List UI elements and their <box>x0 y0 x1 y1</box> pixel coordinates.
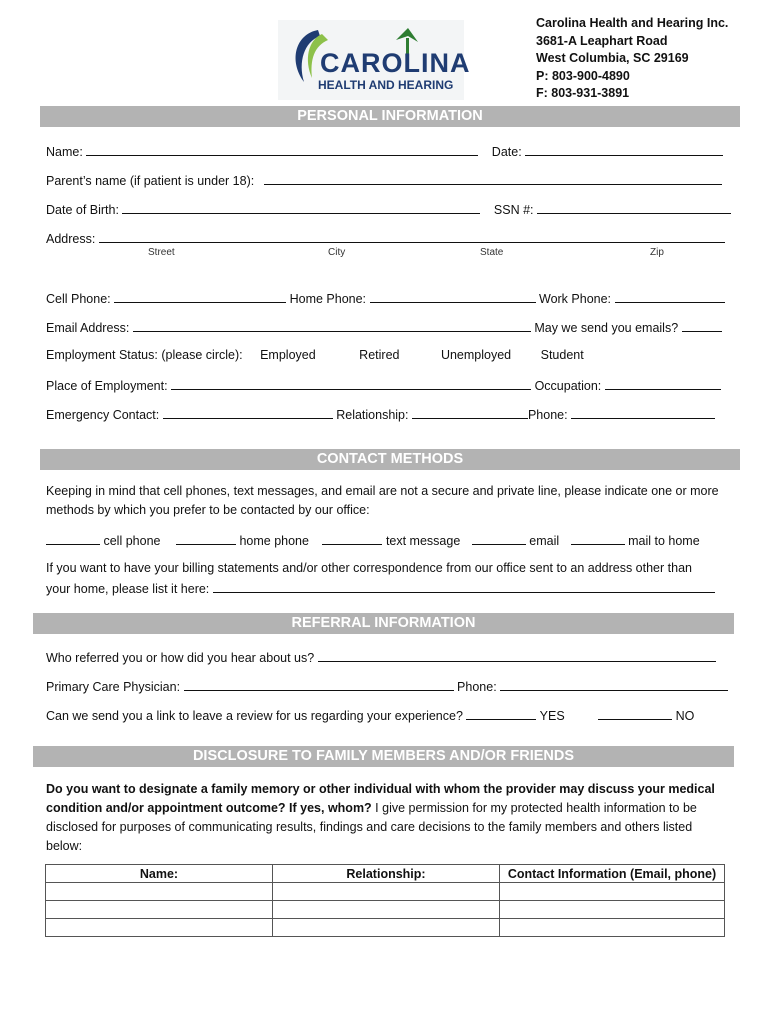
header-contact-info: Contact Information (Email, phone) <box>500 865 725 883</box>
email-check[interactable] <box>472 532 526 545</box>
place-employment-field[interactable] <box>171 377 531 390</box>
pcp-phone-field[interactable] <box>500 678 728 691</box>
disclosure-paragraph <box>46 780 726 856</box>
header-relationship: Relationship: <box>273 865 500 883</box>
label-pcp: Primary Care Physician: <box>46 680 181 694</box>
label-pcp-phone: Phone: <box>457 680 497 694</box>
label-emergency-phone: Phone: <box>527 408 568 422</box>
label-referred: Who referred you or how did you hear about us? <box>46 651 315 665</box>
label-method-text: text message <box>385 534 461 548</box>
relationship-field[interactable] <box>412 406 528 419</box>
row-referred <box>46 649 724 667</box>
header-name: Name: <box>46 865 273 883</box>
home-phone-field[interactable] <box>370 290 536 303</box>
label-city: City <box>328 247 346 258</box>
may-email-field[interactable] <box>682 319 722 332</box>
logo-text-sub: HEALTH AND HEARING <box>318 78 454 92</box>
label-email: Email Address: <box>46 321 130 335</box>
row-billing-address <box>46 580 724 598</box>
label-work-phone: Work Phone: <box>539 292 612 306</box>
cell-phone-check[interactable] <box>46 532 100 545</box>
row-phones <box>46 290 724 308</box>
label-place-employment: Place of Employment: <box>46 379 168 393</box>
company-logo <box>278 20 471 100</box>
email-field[interactable] <box>133 319 531 332</box>
label-method-cell: cell phone <box>103 534 161 548</box>
label-address: Address: <box>46 232 96 246</box>
option-employed[interactable]: Employed <box>260 348 316 362</box>
company-street: 3681-A Leaphart Road <box>536 33 668 48</box>
label-may-email: May we send you emails? <box>534 321 679 335</box>
cell-relationship[interactable] <box>273 919 500 937</box>
label-method-mail: mail to home <box>628 534 700 548</box>
cell-contact[interactable] <box>500 883 725 901</box>
label-no: NO <box>675 709 695 723</box>
row-address <box>46 230 724 248</box>
parent-name-field[interactable] <box>264 172 722 185</box>
option-student[interactable]: Student <box>540 348 584 362</box>
ssn-field[interactable] <box>537 201 731 214</box>
table-row <box>46 901 725 919</box>
label-dob: Date of Birth: <box>46 203 119 217</box>
label-method-home: home phone <box>239 534 309 548</box>
label-review: Can we send you a link to leave a review for us regarding your experience? <box>46 709 463 723</box>
contact-intro: Keeping in mind that cell phones, text messages, and email are not a secure and private line, please indicate one or more methods by which you prefer to be contacted by our office: <box>46 484 719 517</box>
cell-name[interactable] <box>46 883 273 901</box>
disclosure-question: Do you want to designate a family memory or other individual with whom the provider may discuss your medical condition and/or appointment outcome? If yes, whom? <box>46 782 715 815</box>
label-method-email: email <box>529 534 560 548</box>
company-address-block <box>536 15 728 103</box>
section-disclosure-title: DISCLOSURE TO FAMILY MEMBERS AND/OR FRIENDS <box>33 746 734 767</box>
billing-line-1: If you want to have your billing statements and/or other correspondence from our office sent to an address other than <box>46 561 692 575</box>
work-phone-field[interactable] <box>615 290 725 303</box>
mail-check[interactable] <box>571 532 625 545</box>
billing-address-field[interactable] <box>213 580 715 593</box>
address-field[interactable] <box>99 230 725 243</box>
table-row <box>46 919 725 937</box>
review-yes-field[interactable] <box>466 707 536 720</box>
company-phone: P: 803-900-4890 <box>536 68 630 83</box>
dob-field[interactable] <box>122 201 480 214</box>
cell-name[interactable] <box>46 919 273 937</box>
row-review <box>46 707 724 725</box>
label-cell-phone: Cell Phone: <box>46 292 111 306</box>
option-retired[interactable]: Retired <box>359 348 400 362</box>
home-phone-check[interactable] <box>176 532 236 545</box>
section-personal-title: PERSONAL INFORMATION <box>40 106 740 127</box>
company-fax: F: 803-931-3891 <box>536 86 630 100</box>
label-home-phone: Home Phone: <box>289 292 367 306</box>
row-name-date <box>46 143 724 161</box>
label-yes: YES <box>539 709 565 723</box>
cell-contact[interactable] <box>500 901 725 919</box>
date-field[interactable] <box>525 143 723 156</box>
row-pcp <box>46 678 724 696</box>
text-message-check[interactable] <box>322 532 382 545</box>
cell-relationship[interactable] <box>273 901 500 919</box>
label-emergency: Emergency Contact: <box>46 408 160 422</box>
label-billing: your home, please list it here: <box>46 582 210 596</box>
emergency-contact-field[interactable] <box>163 406 333 419</box>
label-zip: Zip <box>650 247 664 258</box>
label-state: State <box>480 247 504 258</box>
review-no-field[interactable] <box>598 707 672 720</box>
row-contact-methods <box>46 532 724 550</box>
emergency-phone-field[interactable] <box>571 406 715 419</box>
table-row <box>46 883 725 901</box>
row-employment <box>46 348 724 366</box>
cell-contact[interactable] <box>500 919 725 937</box>
label-street: Street <box>148 247 175 258</box>
section-referral-title: REFERRAL INFORMATION <box>33 613 734 634</box>
family-members-table <box>45 864 725 937</box>
row-emergency <box>46 406 724 424</box>
pcp-field[interactable] <box>184 678 454 691</box>
label-employment: Employment Status: (please circle): <box>46 348 243 362</box>
logo-text-main: CAROLINA <box>320 48 471 78</box>
label-ssn: SSN #: <box>493 203 534 217</box>
row-parent <box>46 172 724 190</box>
label-occupation: Occupation: <box>534 379 602 393</box>
row-place-employment <box>46 377 724 395</box>
row-email <box>46 319 724 337</box>
label-relationship: Relationship: <box>336 408 409 422</box>
label-date: Date: <box>491 145 522 159</box>
referred-field[interactable] <box>318 649 716 662</box>
disclosure-permission: I give permission for my protected health information to be disclosed for purposes of communicating results, findings and care decisions to the family members and others listed below: <box>46 801 697 853</box>
option-unemployed[interactable]: Unemployed <box>440 348 512 362</box>
occupation-field[interactable] <box>605 377 721 390</box>
company-name: Carolina Health and Hearing Inc. <box>536 16 729 30</box>
company-city: West Columbia, SC 29169 <box>536 51 689 65</box>
name-field[interactable] <box>86 143 478 156</box>
section-contact-title: CONTACT METHODS <box>40 449 740 470</box>
cell-relationship[interactable] <box>273 883 500 901</box>
table-header-row <box>46 865 725 883</box>
label-name: Name: <box>46 145 83 159</box>
cell-name[interactable] <box>46 901 273 919</box>
cell-phone-field[interactable] <box>114 290 286 303</box>
label-parent: Parent’s name (if patient is under 18): <box>46 174 255 188</box>
row-dob-ssn <box>46 201 724 219</box>
